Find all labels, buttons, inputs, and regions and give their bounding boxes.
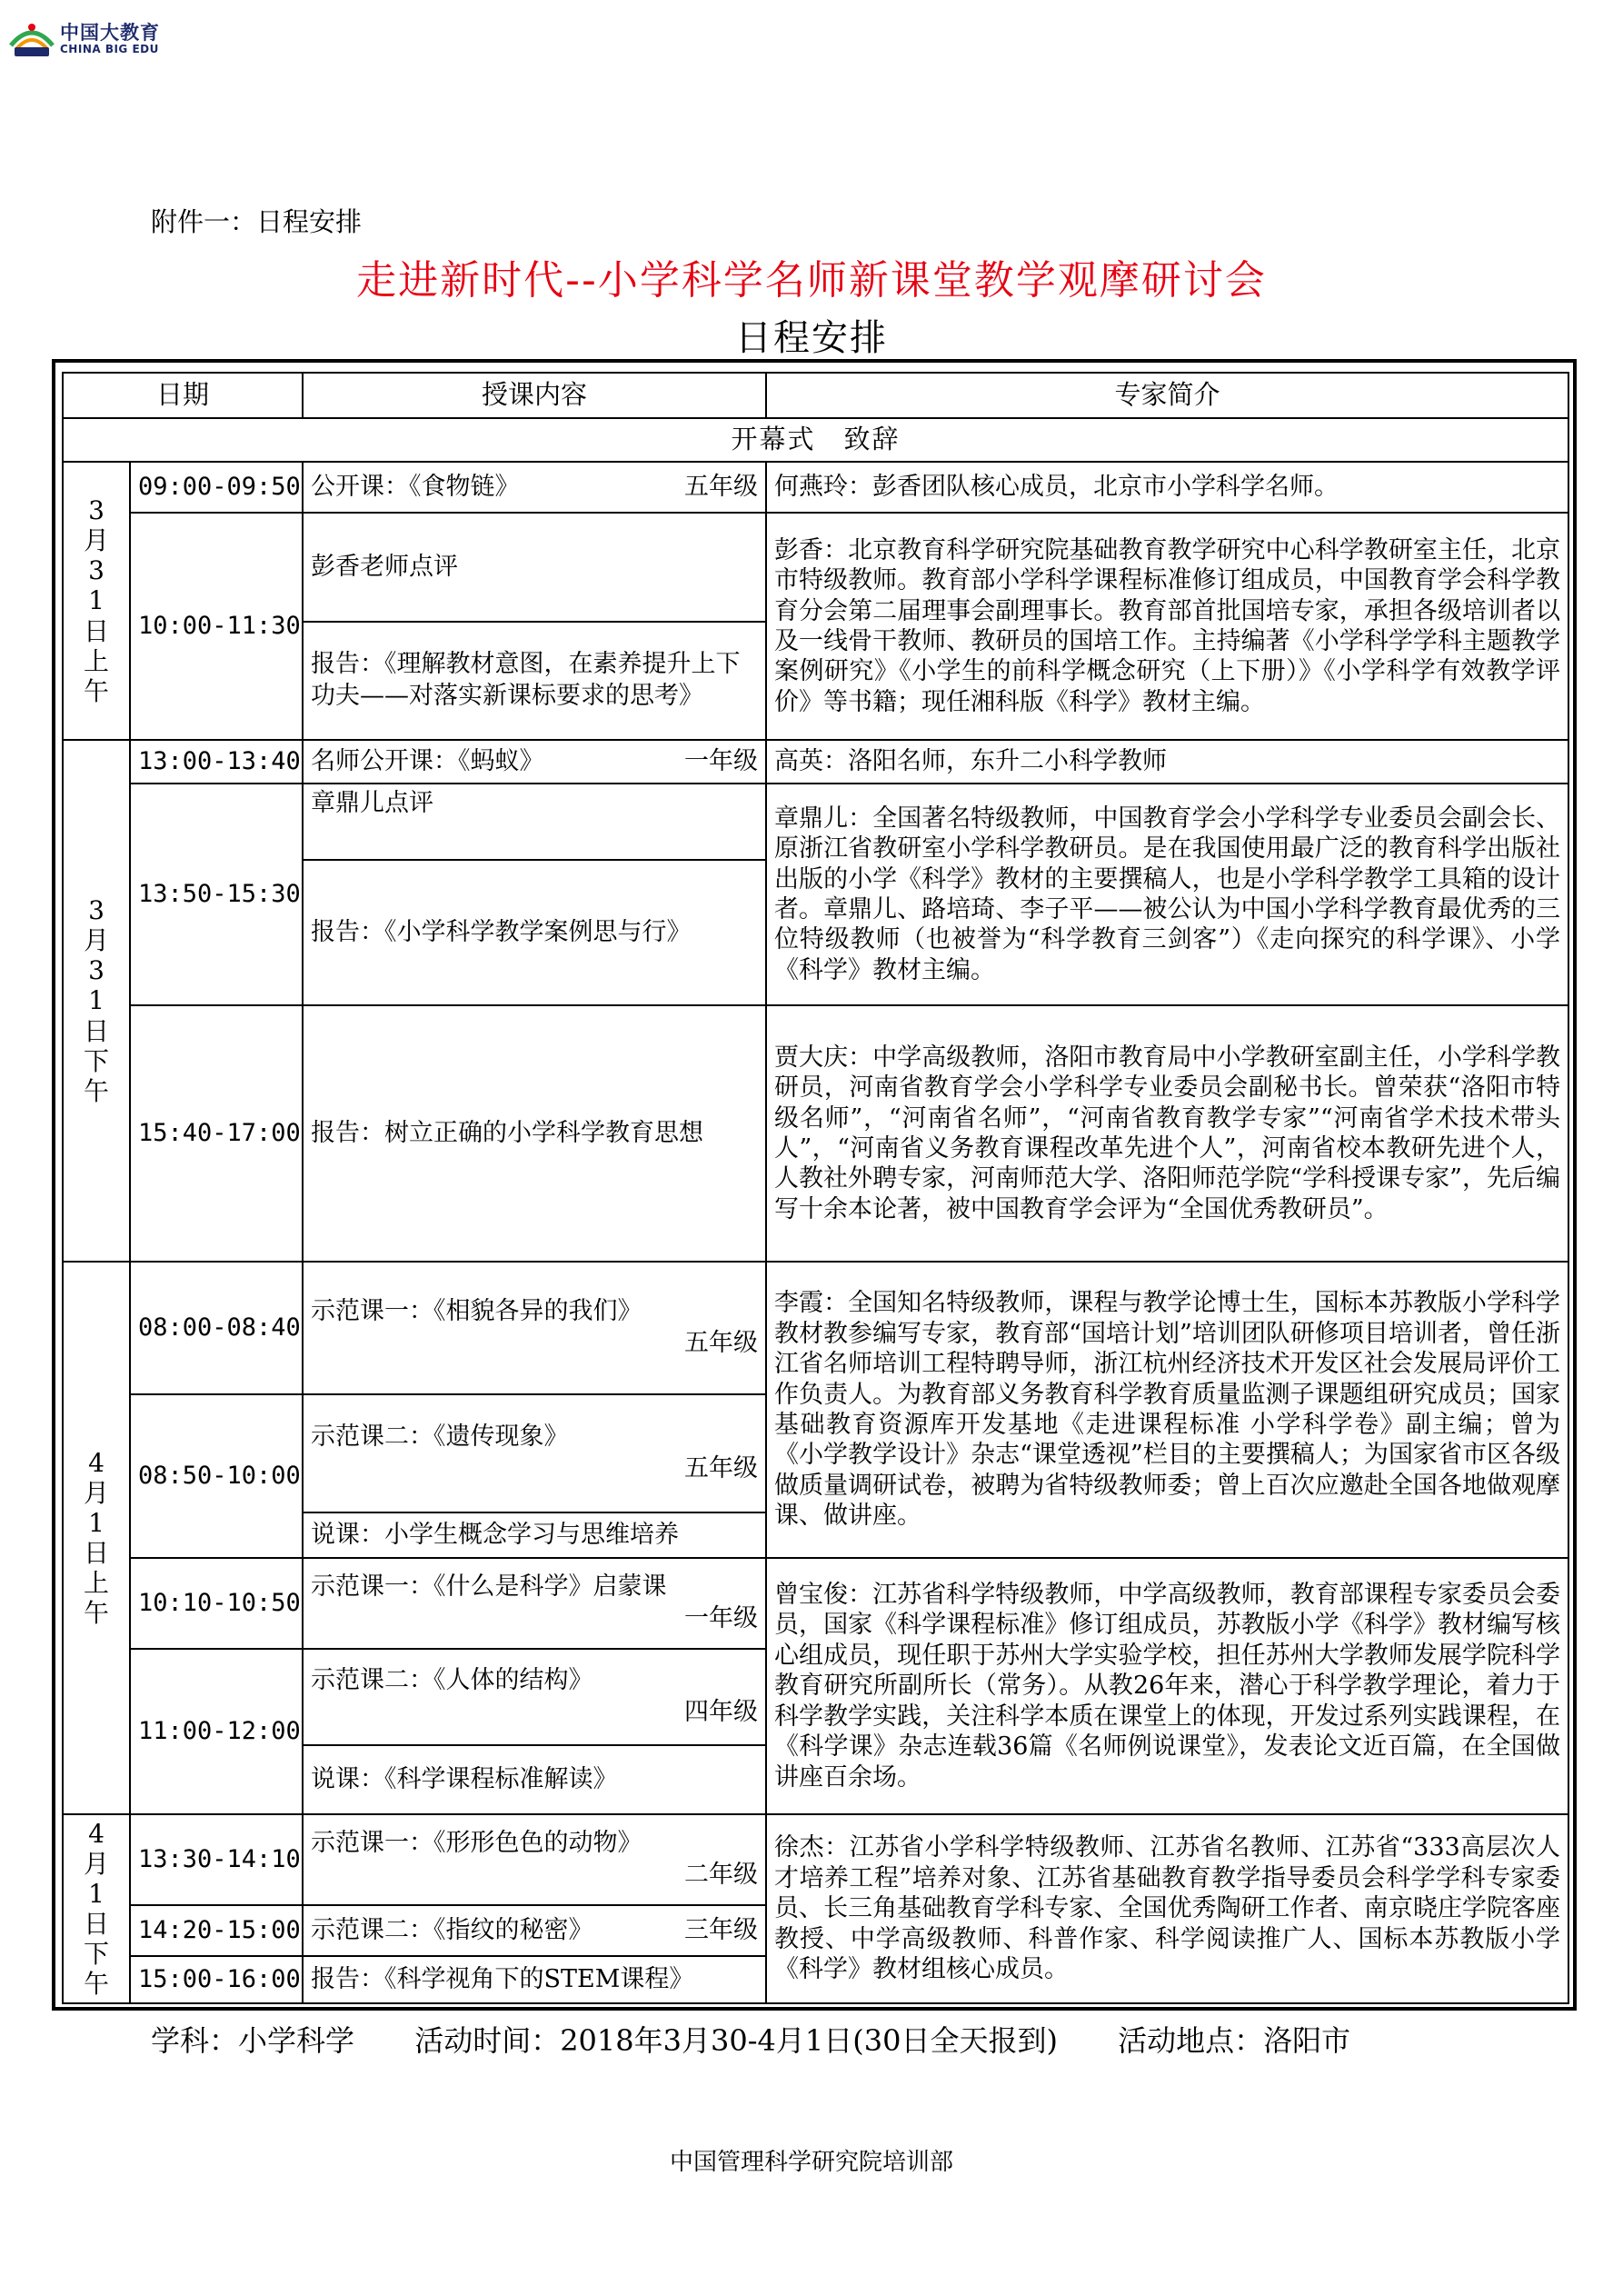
expert-bio: 徐杰：江苏省小学科学特级教师、江苏省名教师、江苏省“333高层次人才培养工程”培养对象、江苏省基础教育教学指导委员会科学学科专家委员、长三角基础教育学科专家、全国优秀陶研工作者、南京晓庄学院客座教授、中学高级教师、科普作家、科学阅读推广人、国标本苏教版小学《科学》教材组核心成员。 [766,1814,1568,2003]
table-row [63,513,1568,622]
session-content: 说课：小学生概念学习与思维培养 [303,1512,766,1558]
expert-bio: 李霞：全国知名特级教师，课程与教学论博士生，国标本苏教版小学科学教材教参编写专家，教育部“国培计划”培训团队研修项目培训者，曾任浙江省名师培训工程特聘导师，浙江杭州经济技术开发区社会发展局评价工作负责人。为教育部义务教育科学教育质量监测子课题组研究成员；国家基础教育资源库开发基地《走进课程标准 小学科学卷》副主编；曾为《小学教学设计》杂志“课堂透视”栏目的主要撰稿人；为国家省市区各级做质量调研试卷，被聘为省特级教师委；曾上百次应邀赴全国各地做观摩课、做讲座。 [766,1262,1568,1558]
grade-label: 一年级 [684,746,759,775]
session-content [303,740,766,784]
grade-label: 三年级 [684,1915,759,1944]
page-title: 走进新时代--小学科学名师新课堂教学观摩研讨会 [356,257,1267,304]
expert-bio: 曾宝俊：江苏省科学特级教师，中学高级教师，教育部课程专家委员会委员，国家《科学课程标准》修订组成员，苏教版小学《科学》教材编写核心组成员，现任职于苏州大学实验学校，担任苏州大学教师发展学院科学教育研究所副所长（常务）。从教26年来，潜心于科学教学理论，着力于科学教学实践，关注科学本质在课堂上的体现，开发过系列实践课程，在《科学课》杂志连载36篇《名师例说课堂》，发表论文近百篇，在全国做讲座百余场。 [766,1558,1568,1814]
session-title: 示范课一：《相貌各异的我们》 [311,1297,642,1326]
event-place: 活动地点：洛阳市 [1118,2023,1351,2058]
organizer-label: 中国管理科学研究院培训部 [669,2149,953,2176]
session-content: 报告：《科学视角下的STEM课程》 [303,1956,766,2003]
session-title: 示范课二：《指纹的秘密》 [311,1915,593,1944]
table-row [63,1005,1568,1262]
session-content: 报告：《理解教材意图，在素养提升上下功夫——对落实新课标要求的思考》 [303,622,766,740]
grade-label: 五年级 [684,1454,759,1482]
session-content [303,1814,766,1905]
time-slot: 15:40-17:00 [130,1005,303,1262]
expert-bio: 高英：洛阳名师，东升二小科学教师 [766,740,1568,784]
session-title: 公开课：《食物链》 [311,472,520,501]
table-row [63,784,1568,860]
date-label: 3月31日上午 [84,495,110,706]
session-title: 示范课一：《形形色色的动物》 [311,1829,642,1858]
table-header-row [63,373,1568,418]
session-content [303,1394,766,1512]
grade-label: 二年级 [684,1861,759,1889]
expert-bio: 彭香：北京教育科学研究院基础教育教学研究中心科学教研室主任，北京市特级教师。教育部小学科学课程标准修订组成员，中国教育学会科学教育分会第二届理事会副理事长。教育部首批国培专家，承担各级培训者以及一线骨干教师、教研员的国培工作。主持编著《小学科学学科主题教学案例研究》《小学生的前科学概念研究（上下册）》《小学科学有效教学评价》等书籍；现任湘科版《科学》教材主编。 [766,513,1568,740]
schedule-table [62,372,1569,2004]
table-row [63,462,1568,513]
date-label: 4月1日下午 [84,1818,110,2000]
date-label: 4月1日上午 [84,1447,110,1629]
grade-label: 五年级 [684,1329,759,1357]
time-slot: 08:00-08:40 [130,1262,303,1394]
grade-label: 五年级 [684,472,759,501]
logo-text-en: CHINA BIG EDU [60,43,159,55]
time-slot: 10:10-10:50 [130,1558,303,1649]
logo [9,13,164,62]
expert-bio: 何燕玲：彭香团队核心成员，北京市小学科学名师。 [766,462,1568,513]
session-content: 彭香老师点评 [303,513,766,622]
time-slot: 14:20-15:00 [130,1905,303,1956]
logo-text-cn: 中国大教育 [60,22,160,44]
grade-label: 四年级 [684,1698,759,1726]
header-expert: 专家简介 [766,373,1568,418]
header-date: 日期 [63,373,303,418]
session-content [303,1649,766,1745]
page-subtitle: 日程安排 [735,317,888,359]
grade-label: 一年级 [684,1604,759,1632]
date-cell [63,1814,130,2003]
event-time: 活动时间：2018年3月30-4月1日(30日全天报到) [414,2023,1058,2058]
time-slot: 13:00-13:40 [130,740,303,784]
session-title: 示范课二：《遗传现象》 [311,1423,569,1452]
date-cell [63,740,130,1262]
time-slot: 15:00-16:00 [130,1956,303,2003]
logo-emblem-icon [9,18,55,58]
table-row [63,740,1568,784]
session-content [303,1558,766,1649]
time-slot: 08:50-10:00 [130,1394,303,1558]
expert-bio: 贾大庆：中学高级教师，洛阳市教育局中小学教研室副主任，小学科学教研员，河南省教育学会小学科学专业委员会副秘书长。曾荣获“洛阳市特级名师”，“河南省名师”，“河南省教育教学专家”“河南省学术技术带头人”，“河南省义务教育课程改革先进个人”，河南省校本教研先进个人，人教社外聘专家，河南师范大学、洛阳师范学院“学科授课专家”，先后编写十余本论著，被中国教育学会评为“全国优秀教研员”。 [766,1005,1568,1262]
table-row [63,1262,1568,1394]
session-content: 章鼎儿点评 [303,784,766,860]
time-slot: 13:50-15:30 [130,784,303,1005]
time-slot: 09:00-09:50 [130,462,303,513]
session-title: 名师公开课：《蚂蚁》 [311,746,544,775]
session-content [303,1262,766,1394]
session-content: 报告：《小学科学教学案例思与行》 [303,860,766,1005]
date-label: 3月31日下午 [84,895,110,1106]
date-cell [63,1262,130,1814]
expert-bio: 章鼎儿：全国著名特级教师，中国教育学会小学科学专业委员会副会长、原浙江省教研室小学科学教研员。是在我国使用最广泛的教育科学出版社出版的小学《科学》教材的主要撰稿人，也是小学科学教学工具箱的设计者。章鼎儿、路培琦、李子平——被公认为中国小学科学教育最优秀的三位特级教师（也被誉为“科学教育三剑客”）《走向探究的科学课》、小学《科学》教材主编。 [766,784,1568,1005]
table-row [63,1558,1568,1649]
time-slot: 11:00-12:00 [130,1649,303,1814]
session-content [303,1905,766,1956]
session-content: 报告：树立正确的小学科学教育思想 [303,1005,766,1262]
session-title: 示范课一：《什么是科学》启蒙课 [311,1572,667,1602]
header-content: 授课内容 [303,373,766,418]
event-info [151,2018,1350,2060]
date-cell [63,462,130,740]
opening-row [63,418,1568,462]
session-content [303,462,766,513]
opening-ceremony: 开幕式 致辞 [63,418,1568,462]
session-title: 示范课二：《人体的结构》 [311,1666,593,1695]
event-subject: 学科：小学科学 [151,2023,355,2058]
time-slot: 13:30-14:10 [130,1814,303,1905]
attachment-label: 附件一：日程安排 [151,206,363,237]
time-slot: 10:00-11:30 [130,513,303,740]
table-row [63,1814,1568,1905]
session-content: 说课：《科学课程标准解读》 [303,1745,766,1814]
